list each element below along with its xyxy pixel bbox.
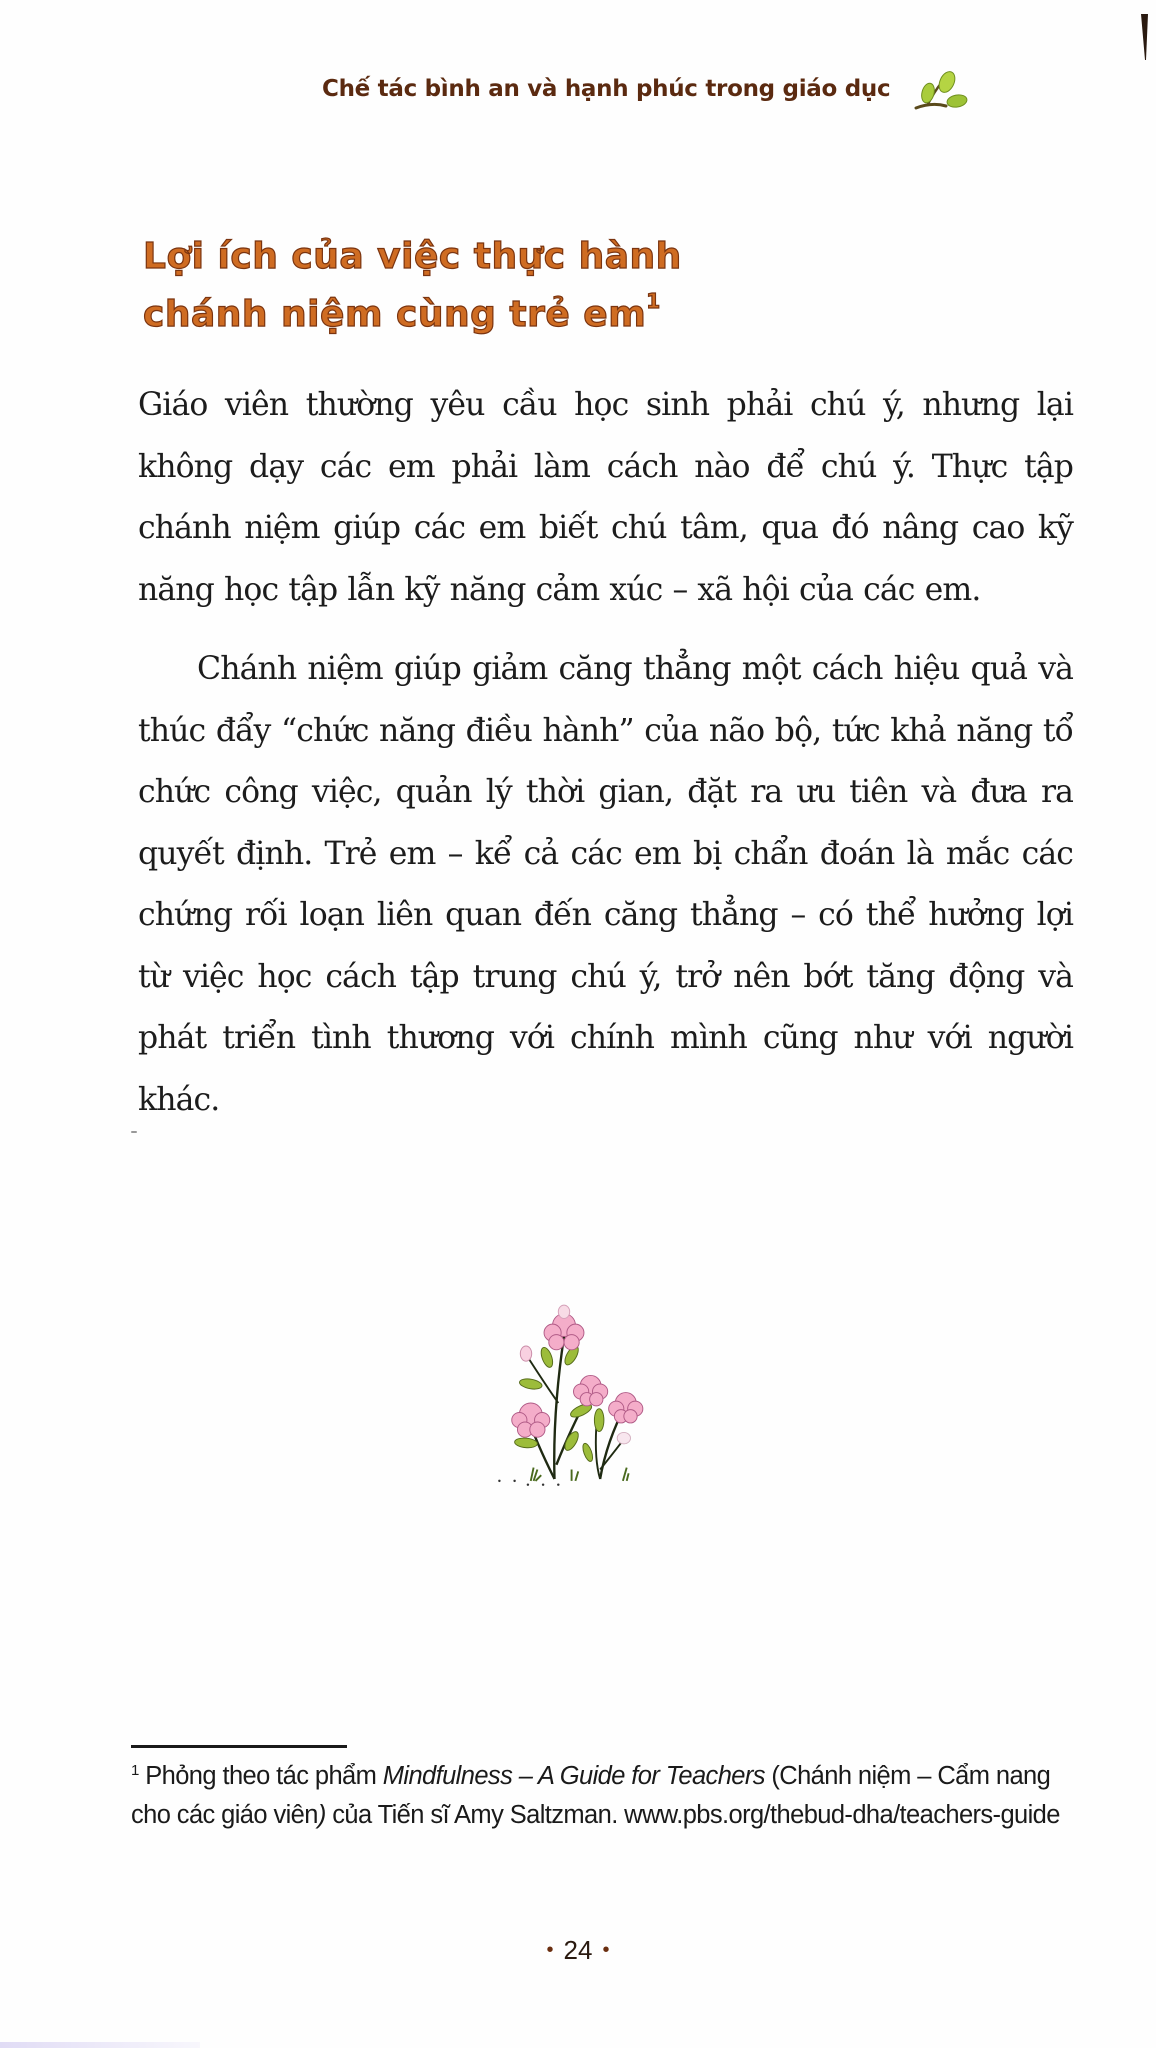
page-number xyxy=(0,1935,1156,1966)
page-edge-mark xyxy=(1140,12,1150,62)
footnote-suffix: của Tiến sĩ Amy Saltzman. www.pbs.org/thebud-dha/teachers-guide xyxy=(325,1801,1060,1829)
scan-edge-artifact xyxy=(0,2042,200,2048)
footnote-translation: (Chánh niệm – Cẩm nang cho các giáo viên xyxy=(131,1762,1051,1829)
footnote-source-title: Mindfulness – A Guide for Teachers xyxy=(382,1762,765,1790)
print-artifact xyxy=(131,1131,137,1133)
paragraph: Chánh niệm giúp giảm căng thẳng một cách hiệu quả và thúc đẩy “chức năng điều hành” của não bộ, tức khả năng tổ chức công việc, quản lý thời gian, đặt ra ưu tiên và đưa ra quyết định. Trẻ em – kể cả các em bị chẩn đoán là mắc các chứng rối loạn liên quan đến căng thẳng – có thể hưởng lợi từ việc học cách tập trung chú ý, trở nên bớt tăng động và phát triển tình thương với chính mình cũng như với người khác. xyxy=(138,651,1073,1118)
chapter-heading-line-2: chánh niệm cùng trẻ $em^1$ xyxy=(143,289,661,335)
running-header xyxy=(0,68,1156,118)
footnote-prefix: Phỏng theo tác phẩm xyxy=(138,1762,383,1790)
page-number-dot-left: • xyxy=(546,1939,554,1961)
footnote-marker: 1 xyxy=(131,1762,139,1779)
paragraph: Giáo viên thường yêu cầu học sinh phải chú ý, nhưng lại không dạy các em phải làm cách nào để chú ý. Thực tập chánh niệm giúp các em biết chú tâm, qua đó nâng cao kỹ năng học tập lẫn kỹ năng cảm xúc – xã hội của các em. xyxy=(138,387,1073,608)
chapter-heading xyxy=(143,228,963,344)
chapter-heading-line-1: Lợi ích của việc thực hành xyxy=(143,236,682,277)
running-header-title: Chế tác bình an và hạnh phúc trong giáo dục xyxy=(322,76,891,102)
page-number-value: 24 xyxy=(563,1935,593,1965)
footnote-reference[interactable]: 1 xyxy=(646,289,661,313)
leaf-sprig-icon xyxy=(912,68,974,112)
footnote xyxy=(131,1757,1081,1835)
footnote-close-paren: ) xyxy=(317,1801,326,1829)
body-text xyxy=(138,375,1073,1131)
page-number-dot-right: • xyxy=(602,1939,610,1961)
footnote-divider xyxy=(131,1745,347,1748)
pink-flowers-illustration xyxy=(488,1298,678,1508)
